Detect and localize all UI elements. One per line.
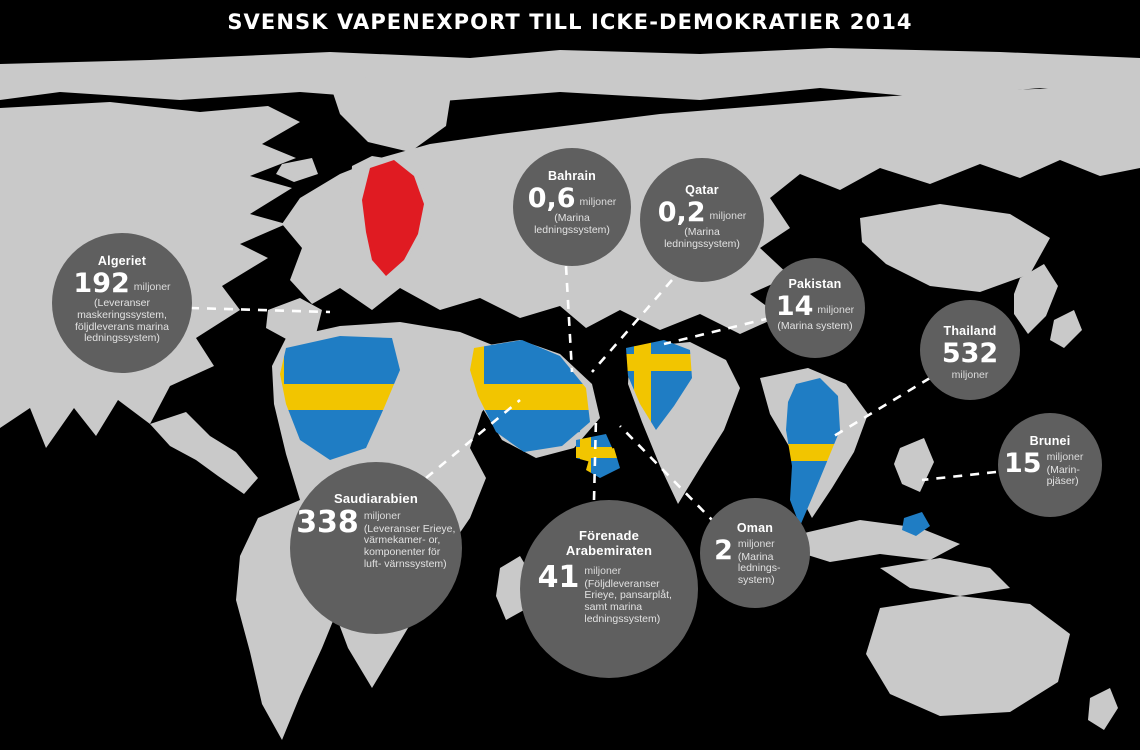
bubble-description: (Marin- pjäser) — [1046, 463, 1080, 488]
bubble-value-row — [1004, 450, 1096, 488]
bubble-unit: miljoner — [133, 281, 171, 293]
bubble-value: 338 — [296, 505, 359, 540]
bubble-unit: miljoner — [737, 538, 775, 550]
bubble-country-label: Förenade Arabemiraten — [565, 528, 653, 558]
page-title: SVENSK VAPENEXPORT TILL ICKE-DEMOKRATIER 2014 — [227, 10, 913, 34]
bubble-value: 0,6 — [527, 183, 576, 214]
bubble-country-label: Qatar — [685, 183, 719, 197]
bubble-unit: miljoner — [951, 369, 989, 381]
bubble-description: (Marina system) — [777, 320, 853, 332]
bubble-country-label: Bahrain — [548, 169, 596, 183]
bubble-thailand[interactable] — [920, 300, 1020, 400]
bubble-oman[interactable] — [700, 498, 810, 608]
bubble-value-row — [771, 293, 859, 320]
bubble-description: (Leveranser maskeringssystem, följdleverans marina ledningssystem) — [75, 297, 169, 345]
bubble-value-row — [519, 185, 625, 212]
bubble-country-label: Brunei — [1029, 434, 1071, 448]
bubble-bahrain[interactable] — [513, 148, 631, 266]
bubble-value: 15 — [1004, 448, 1042, 479]
bubble-description: (Marina ledningssystem) — [534, 212, 610, 236]
bubble-value-row — [706, 537, 804, 587]
bubble-description: (Leveranser Erieye, värmekamer- or, komponenter för luft- värnssystem) — [363, 522, 456, 570]
bubble-value-row — [58, 270, 186, 297]
bubble-unit: miljoner — [579, 196, 617, 208]
bubble-value-row — [296, 505, 456, 571]
bubble-value-row — [526, 560, 692, 626]
bubble-brunei[interactable] — [998, 413, 1102, 517]
bubble-value: 0,2 — [657, 197, 706, 228]
bubble-value: 14 — [775, 291, 814, 322]
bubble-country-label: Oman — [736, 521, 774, 535]
bubble-unit: miljoner — [1046, 451, 1084, 463]
bubble-country-label: Thailand — [943, 324, 997, 338]
bubble-value: 192 — [73, 268, 130, 299]
bubble-value: 41 — [537, 560, 580, 595]
country-qatar-flag — [566, 416, 580, 434]
bubble-description: (Följdleveranser Erieye, pansarplåt, samt marina ledningssystem) — [584, 577, 672, 625]
bubble-algeriet[interactable] — [52, 233, 192, 373]
bubble-unit: miljoner — [709, 210, 747, 222]
bubble-country-label: Saudiarabien — [333, 491, 419, 506]
bubble-forenade-arabemiraten[interactable] — [520, 500, 698, 678]
bubble-description: (Marina lednings- system) — [737, 550, 781, 587]
bubble-country-label: Pakistan — [788, 277, 842, 291]
bubble-saudiarabien[interactable] — [290, 462, 462, 634]
bubble-value-row — [646, 199, 758, 226]
bubble-description: (Marina ledningssystem) — [664, 226, 740, 250]
bubble-unit: miljoner — [584, 565, 622, 577]
bubble-unit: miljoner — [817, 304, 855, 316]
bubble-country-label: Algeriet — [97, 254, 147, 268]
bubble-value: 2 — [714, 535, 733, 566]
bubble-pakistan[interactable] — [765, 258, 865, 358]
bubble-unit: miljoner — [363, 510, 401, 522]
bubble-value: 532 — [941, 338, 999, 369]
bubble-qatar[interactable] — [640, 158, 764, 282]
